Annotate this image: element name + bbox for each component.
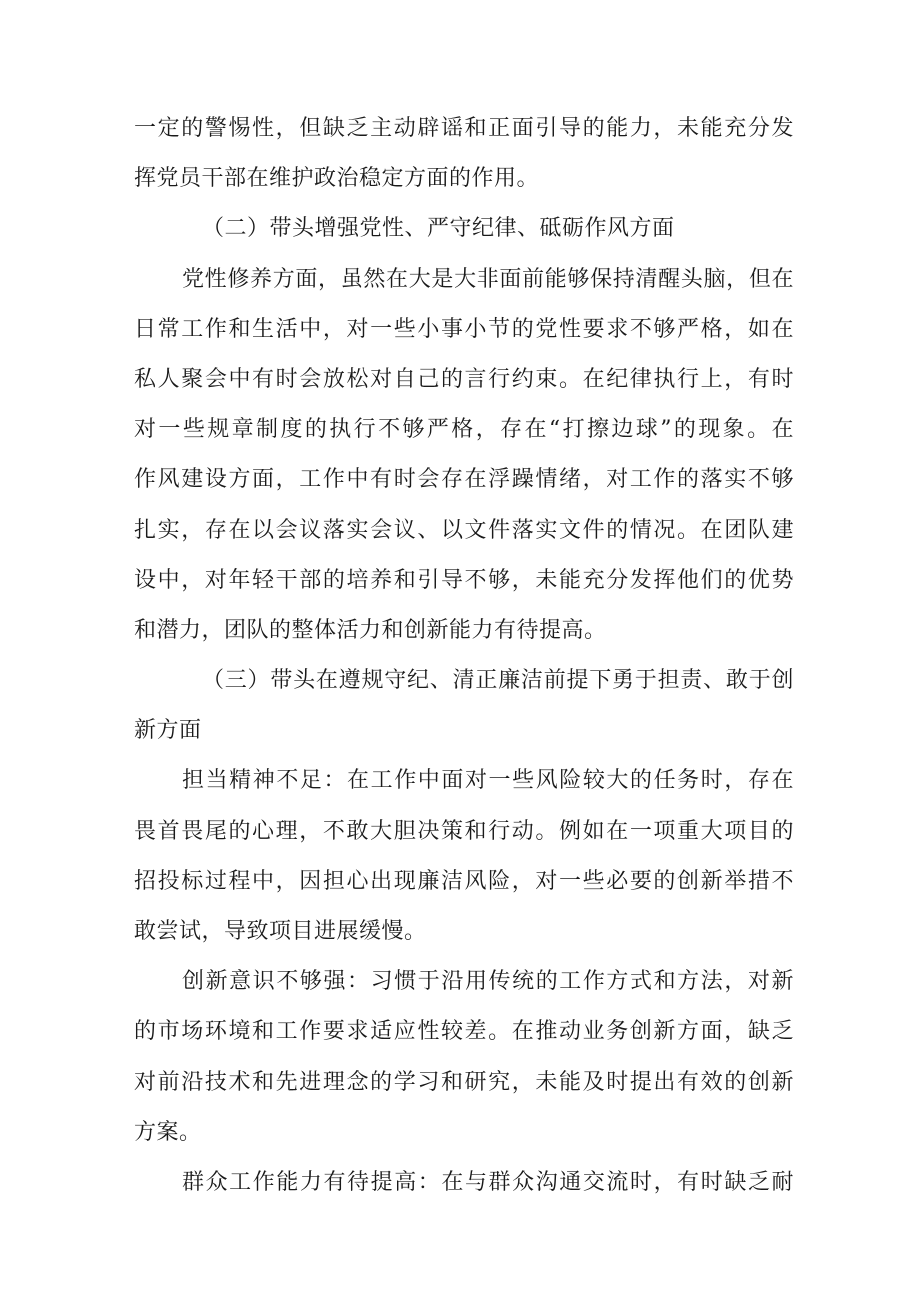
- text-line: 和潜力，团队的整体活力和创新能力有待提高。: [134, 617, 607, 643]
- heading-line: （三）带头在遵规守纪、清正廉洁前提下勇于担责、敢于创: [202, 668, 794, 694]
- text-line: 对前沿技术和先进理念的学习和研究，未能及时提出有效的创新: [134, 1069, 794, 1095]
- text-line: 群众工作能力有待提高：在与群众沟通交流时，有时缺乏耐: [182, 1169, 794, 1195]
- text-line: 一定的警惕性，但缺乏主动辟谣和正面引导的能力，未能充分发: [134, 116, 794, 141]
- heading-line: （二）带头增强党性、严守纪律、砥砺作风方面: [202, 216, 675, 242]
- text-line: 私人聚会中有时会放松对自己的言行约束。在纪律执行上，有时: [134, 366, 794, 392]
- document-page: [134, 104, 794, 1208]
- text-line: 畏首畏尾的心理，不敢大胆决策和行动。例如在一项重大项目的: [134, 818, 794, 844]
- paragraph-mass-work: [134, 1158, 794, 1208]
- paragraph-party-spirit: [134, 255, 794, 657]
- text-line: 扎实，存在以会议落实会议、以文件落实文件的情况。在团队建: [134, 517, 794, 543]
- text-line: 创新意识不够强：习惯于沿用传统的工作方式和方法，对新: [182, 969, 794, 995]
- text-line: 方案。: [134, 1119, 202, 1145]
- heading-line: 新方面: [134, 718, 202, 744]
- text-line: 设中，对年轻干部的培养和引导不够，未能充分发挥他们的优势: [134, 567, 794, 593]
- text-line: 党性修养方面，虽然在大是大非面前能够保持清醒头脑，但在: [182, 266, 794, 292]
- text-line: 作风建设方面，工作中有时会存在浮躁情绪，对工作的落实不够: [134, 467, 794, 493]
- paragraph-continued: [134, 104, 794, 204]
- text-line: 招投标过程中，因担心出现廉洁风险，对一些必要的创新举措不: [134, 868, 794, 894]
- paragraph-responsibility: [134, 756, 794, 957]
- text-line: 日常工作和生活中，对一些小事小节的党性要求不够严格，如在: [134, 316, 794, 342]
- section-heading-2: [134, 204, 794, 254]
- text-line: 敢尝试，导致项目进展缓慢。: [134, 919, 427, 944]
- text-line: 对一些规章制度的执行不够严格，存在“打擦边球”的现象。在: [134, 417, 794, 443]
- text-line: 担当精神不足：在工作中面对一些风险较大的任务时，存在: [182, 768, 794, 794]
- paragraph-innovation: [134, 957, 794, 1158]
- text-line: 挥党员干部在维护政治稳定方面的作用。: [134, 166, 540, 192]
- section-heading-3: [134, 656, 794, 756]
- text-line: 的市场环境和工作要求适应性较差。在推动业务创新方面，缺乏: [134, 1019, 794, 1045]
